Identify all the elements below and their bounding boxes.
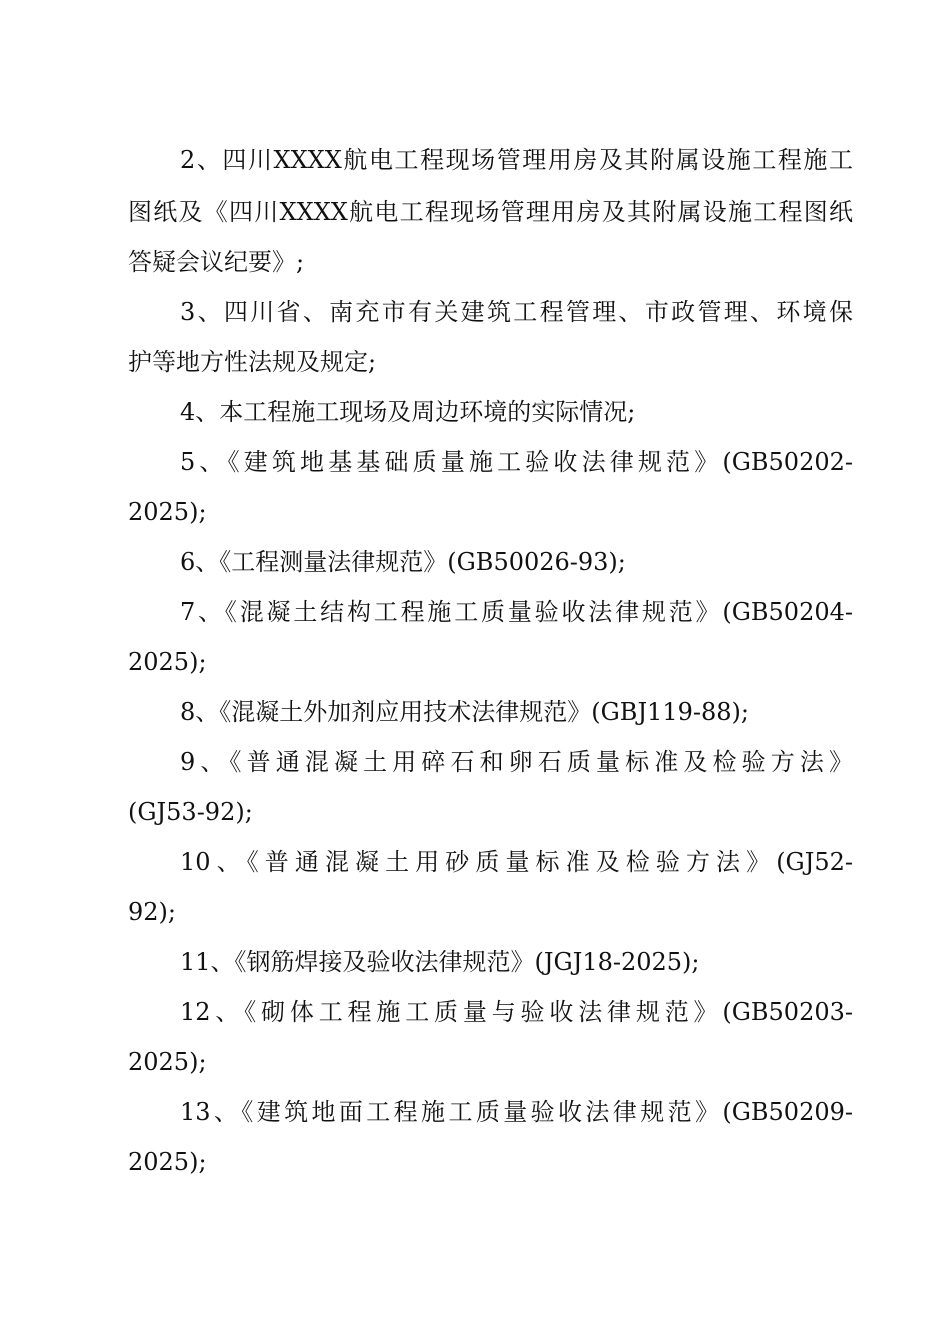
- item-9-line-2: (GJ53-92);: [128, 798, 253, 826]
- item-8-line-1: 8、《混凝土外加剂应用技术法律规范》(GBJ119-88);: [180, 698, 749, 726]
- item-11-line-1: 11、《钢筋焊接及验收法律规范》(JGJ18-2025);: [180, 948, 700, 976]
- item-5-line-1: 5、《建筑地基基础质量施工验收法律规范》(GB50202-: [180, 448, 853, 476]
- item-7-line-1: 7、《混凝土结构工程施工质量验收法律规范》(GB50204-: [180, 598, 853, 626]
- item-10-line-1: 10、《普通混凝土用砂质量标准及检验方法》(GJ52-: [180, 848, 853, 876]
- item-9-line-1: 9、《普通混凝土用碎石和卵石质量标准及检验方法》: [180, 748, 853, 776]
- item-13-line-2: 2025);: [128, 1148, 207, 1176]
- item-2-line-2: 图纸及《四川XXXX航电工程现场管理用房及其附属设施工程图纸: [128, 198, 853, 226]
- item-5-line-2: 2025);: [128, 498, 207, 526]
- item-7-line-2: 2025);: [128, 648, 207, 676]
- item-13-line-1: 13、《建筑地面工程施工质量验收法律规范》(GB50209-: [180, 1098, 853, 1126]
- item-12-line-2: 2025);: [128, 1048, 207, 1076]
- item-6-line-1: 6、《工程测量法律规范》(GB50026-93);: [180, 548, 626, 576]
- item-10-line-2: 92);: [128, 898, 176, 926]
- item-2-line-3: 答疑会议纪要》;: [128, 248, 305, 276]
- item-2-line-1: 2、四川XXXX航电工程现场管理用房及其附属设施工程施工: [180, 146, 853, 174]
- item-12-line-1: 12、《砌体工程施工质量与验收法律规范》(GB50203-: [180, 998, 853, 1026]
- item-3-line-2: 护等地方性法规及规定;: [128, 348, 377, 376]
- item-3-line-1: 3、四川省、南充市有关建筑工程管理、市政管理、环境保: [180, 298, 853, 326]
- item-4-line-1: 4、本工程施工现场及周边环境的实际情况;: [180, 398, 636, 426]
